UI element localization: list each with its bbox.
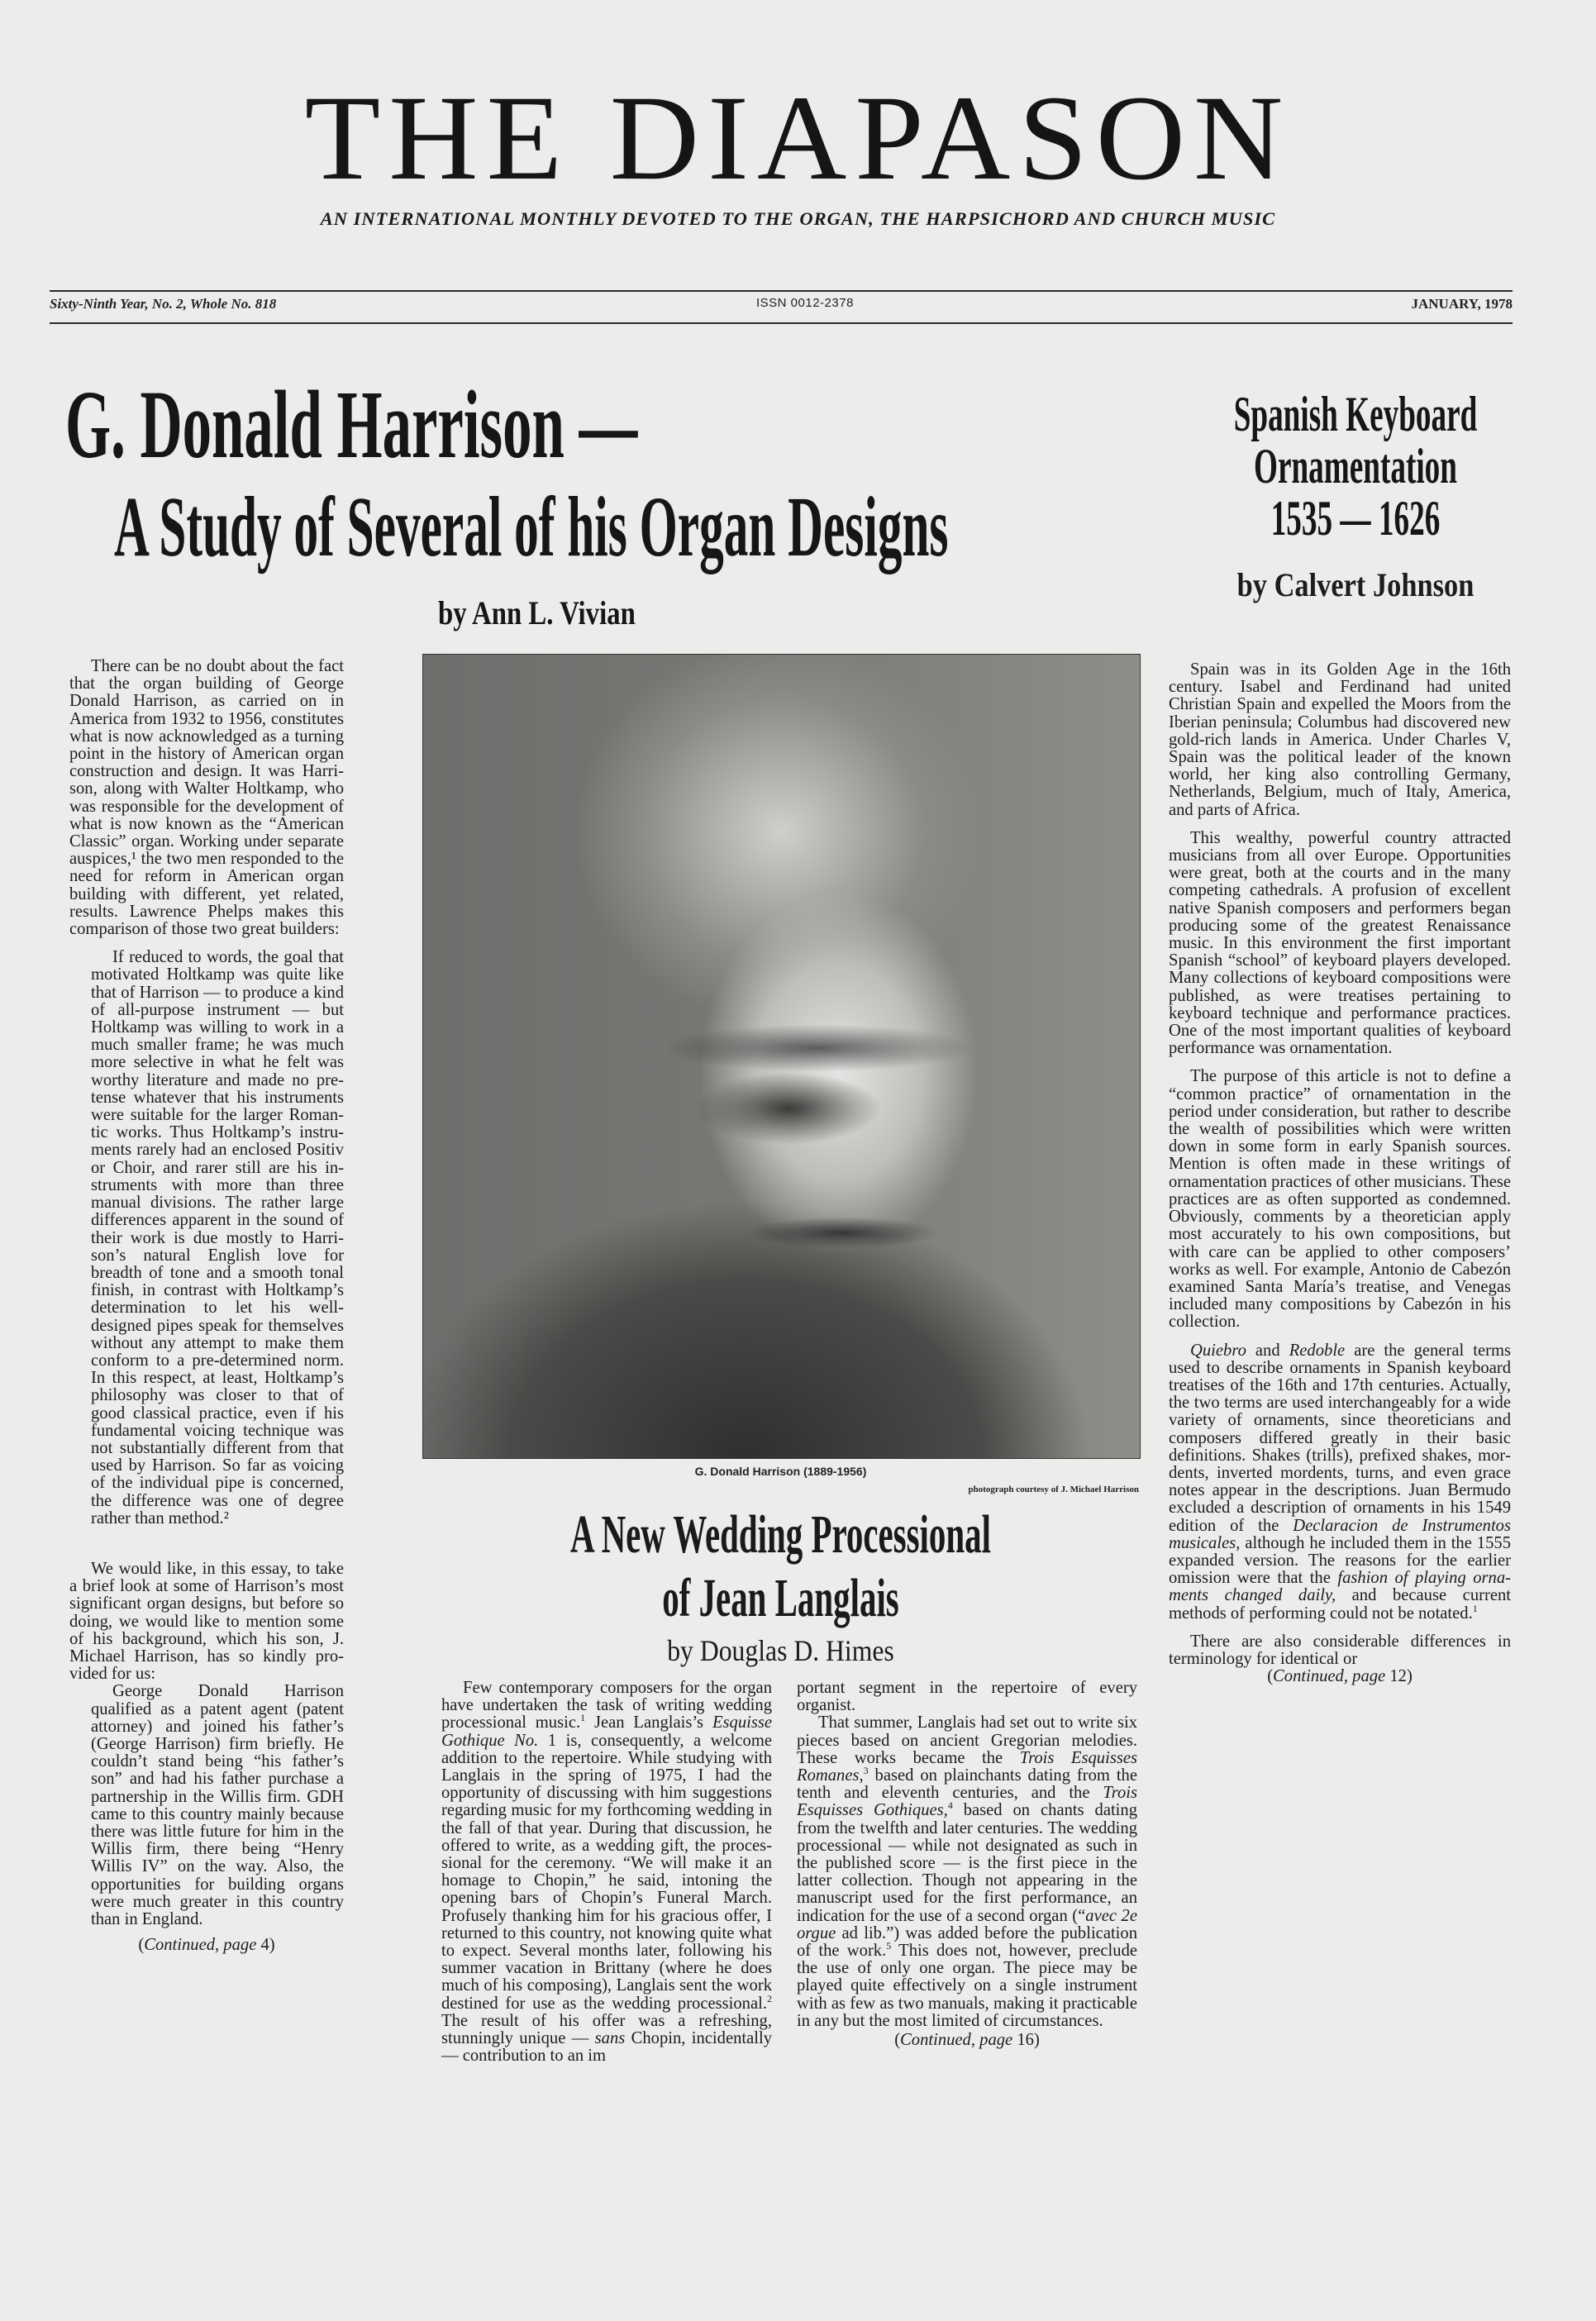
headline-spanish — [1157, 388, 1554, 545]
spanish-article-body — [1169, 661, 1511, 1685]
issue-info-bar — [50, 296, 1513, 316]
masthead-tagline: AN INTERNATIONAL MONTHLY DEVOTED TO THE ORGAN, THE HARPSICHORD AND CHURCH MUSIC — [320, 208, 1276, 229]
issue-date: JANUARY, 1978 — [1411, 296, 1513, 312]
headline-langlais-line2: of Jean Langlais — [662, 1568, 899, 1629]
continued-link[interactable]: (Continued, page 12) — [1267, 1667, 1413, 1686]
paragraph: We would like, in this essay, to take a brief look at some of Harrison’s most significant organ designs, but before so doing, we would like to mention some of his background, which his son, J. Michael Harrison, has so kindly provided for us: — [69, 1559, 344, 1684]
langlais-article-body-col2 — [797, 1680, 1137, 2049]
byline-spanish: by Calvert Johnson — [1236, 566, 1475, 603]
issue-issn: ISSN 0012-2378 — [756, 296, 854, 310]
paragraph: Spain was in its Golden Age in the 16th century. Isabel and Ferdinand had united Christian Spain and expelled the Moors from the Iberian peninsula; Columbus had discovered new gold-rich lands in America. Under Charles V, Spain was the political leader of the known world, her king also controlling Germany, Netherlands, Belgium, much of Italy, America, and parts of Africa. — [1169, 660, 1511, 819]
continued-link[interactable]: (Continued, page 4) — [138, 1936, 275, 1955]
photo-caption: G. Donald Harrison (1889-1956) — [694, 1465, 867, 1478]
continued-label: Continued, page — [900, 2031, 1013, 2050]
byline-harrison: by Ann L. Vivian — [438, 594, 636, 631]
paragraph: There can be no doubt about the fact that the organ building of George Donald Harrison, as carried on in America from 1932 to 1956, constitutes what is now acknowledged as a turning point in the history of American organ construction and design. It was Harrison, along with Walter Holtkamp, who was responsible for the development of what is now known as the “American Classic” organ. Working under separate auspices,¹ the two men responded to the need for reform in American organ building with different, yet related, results. Lawrence Phelps makes this comparison of those two great builders: — [69, 657, 344, 939]
continued-page: 16 — [1017, 2031, 1034, 2050]
continued-page: 12 — [1389, 1667, 1407, 1686]
issue-volume: Sixty-Ninth Year, No. 2, Whole No. 818 — [50, 296, 277, 312]
paragraph: Few contemporary composers for the organ have undertaken the task of writing wedding processional music.$^1$ Jean Langlais’s Esquisse Gothique No. 1 is, consequently, a welcome addition to the repertoire. While studying with Langlais in the spring of 1975, I had the opportunity of discussing with him suggestions regarding music for my forthcoming wedding in the fall of that year. During that discussion, he offered to write, as a wedding gift, the processional for the ceremony. “We will make it an homage to Chopin,” he said, intoning the opening bars of Chopin’s Funeral March. Profusely thanking him for his gracious offer, I returned to this country, not knowing quite what to expect. Several months later, following his summer vacation in Brittany (where he does much of his composing), Langlais sent the work destined for use as the wedding processional.$^2$ The result of his offer was a refreshing, stunningly unique — sans Chopin, incidentally — contribution to an im — [441, 1679, 773, 2066]
block-quote: If reduced to words, the goal that motivated Holtkamp was quite like that of Harrison — to produce a kind of all-purpose instrument — but Holtkamp was willing to work in a much smaller frame; he was much more selective in what he felt was worthy literature and made no pretense whatever that his instruments were suitable for the larger Romantic works. Thus Holtkamp’s instruments rarely had an enclosed Positiv or Choir, and rarer still are his instruments with more than three manual divisions. The rather large differences apparent in the sound of their work is due mostly to Harrison’s natural English love for breadth of tone and a smooth tonal finish, in contrast with Holtkamp’s determination to let his well-designed pipes speak for themselves without any attempt to make them conform to a pre-determined norm. In this respect, at least, Holtkamp’s philosophy was closer to that of good classical practice, even if his fundamental voicing technique was not substantially different from that used by Harrison. So far as voicing of the individual pipe is concerned, the difference was one of degree rather than method.² — [91, 948, 344, 1527]
headline-spanish-line1: Spanish Keyboard — [1233, 387, 1478, 441]
photo-shading — [660, 1024, 974, 1072]
divider-top — [50, 290, 1513, 292]
paragraph: This wealthy, powerful country attracted musicians from all over Europe. Opportunities were great, both at the courts and in the many competing cathedrals. A profusion of excellent native Spanish composers and performers began producing some of the greatest Renaissance music. In this environment the first important Spanish “school” of keyboard players developed. Many collections of keyboard compositions were published, as were treatises pertaining to keyboard technique and performance practices. One of the most important qualities of keyboard performance was ornamentation. — [1169, 828, 1511, 1058]
byline-langlais: by Douglas D. Himes — [667, 1634, 894, 1667]
paragraph: Quiebro and Redoble are the general terms used to describe ornaments in Spanish keyboard treatises of the 16th and 17th centuries. Actually, the two terms are used interchangeably for a wide variety of ornaments, since theoreticians and composers differed greatly in their basic definitions. Shakes (trills), prefixed shakes, mordents, inverted mordents, turns, and even grace notes appear in the descriptions. Juan Bermudo excluded a description of ornaments in his 1549 edition of the Declaracion de Instrumentos musicales, although he included them in the 1555 expanded version. The reasons for the earlier omission were that the fashion of playing ornaments changed daily, and because current methods of performing could not be notated.$^1$ — [1169, 1341, 1511, 1623]
continued-link[interactable]: (Continued, page 16) — [894, 2031, 1040, 2050]
block-quote: George Donald Harrison qualified as a patent agent (patent attorney) and joined his father’s (George Harrison) firm briefly. He couldn’t stand being “his father’s son” and had his father purchase a partnership in the Willis firm. GDH came to this country mainly because there was little future for him in the Willis firm, there being “Henry Willis IV” on the way. Also, the opportunities for building organs were much greater in this country than in England. — [91, 1682, 344, 1929]
paragraph: There are also considerable differences in terminology for identical or — [1169, 1632, 1511, 1668]
continued-page: 4 — [260, 1936, 269, 1955]
harrison-article-body — [69, 658, 344, 1954]
paragraph: The purpose of this article is not to define a “common practice” of ornamentation in the period under consideration, but rather to describe the wealth of possibilities which were written down in some form in early Spanish sources. Mention is often made in these writings of ornamentation practices of other musicians. These practices are as often supported as condemned. Obviously, comments by a theoretician apply most accurately to his own compositions, but with care can be applied to other composers’ works as well. For example, Antonio de Cabezón examined Santa María’s treatise, and Venegas included many compositions by Cabezón in his collection. — [1169, 1067, 1511, 1332]
photo-shading — [746, 1217, 939, 1249]
photo-credit: photograph courtesy of J. Michael Harrison — [968, 1485, 1139, 1494]
headline-langlais-line1: A New Wedding Processional — [570, 1504, 991, 1565]
photo-shading — [695, 1072, 881, 1144]
continued-label: Continued, page — [144, 1936, 257, 1955]
headline-harrison-line2: A Study of Several of his Organ Designs — [114, 479, 949, 574]
masthead-title: THE DIAPASON — [304, 70, 1292, 206]
headline-spanish-line2: Ornamentation — [1254, 439, 1457, 493]
paragraph: That summer, Langlais had set out to write six pieces based on ancient Gregorian melodies. These works became the Trois Esquisses Romanes,$^3$ based on plainchants dating from the tenth and eleventh centuries, and the Trois Esquisses Gothiques,$^4$ based on chants dating from the twelfth and later centuries. The wedding processional — while not designated as such in the published score — is the first piece in the latter collection. Though not appearing in the manuscript used for the first performance, an indication for the use of a second organ (“avec 2e orgue ad lib.”) was added before the publication of the work.$^5$ This does not, however, preclude the use of only one organ. The piece may be played quite effectively on a single instrument with as few as two manuals, making it practicable in any but the most limited of circumstances. — [797, 1713, 1138, 2030]
portrait-photo — [422, 654, 1141, 1459]
headline-langlais — [422, 1503, 1139, 1630]
langlais-article-body-col1 — [441, 1680, 772, 2065]
headline-spanish-line3: 1535 — 1626 — [1270, 491, 1441, 546]
headline-harrison-line1: G. Donald Harrison — — [65, 370, 638, 479]
divider-bottom — [50, 322, 1513, 324]
continued-label: Continued, page — [1273, 1667, 1386, 1686]
paragraph: portant segment in the repertoire of every organist. — [797, 1679, 1137, 1715]
